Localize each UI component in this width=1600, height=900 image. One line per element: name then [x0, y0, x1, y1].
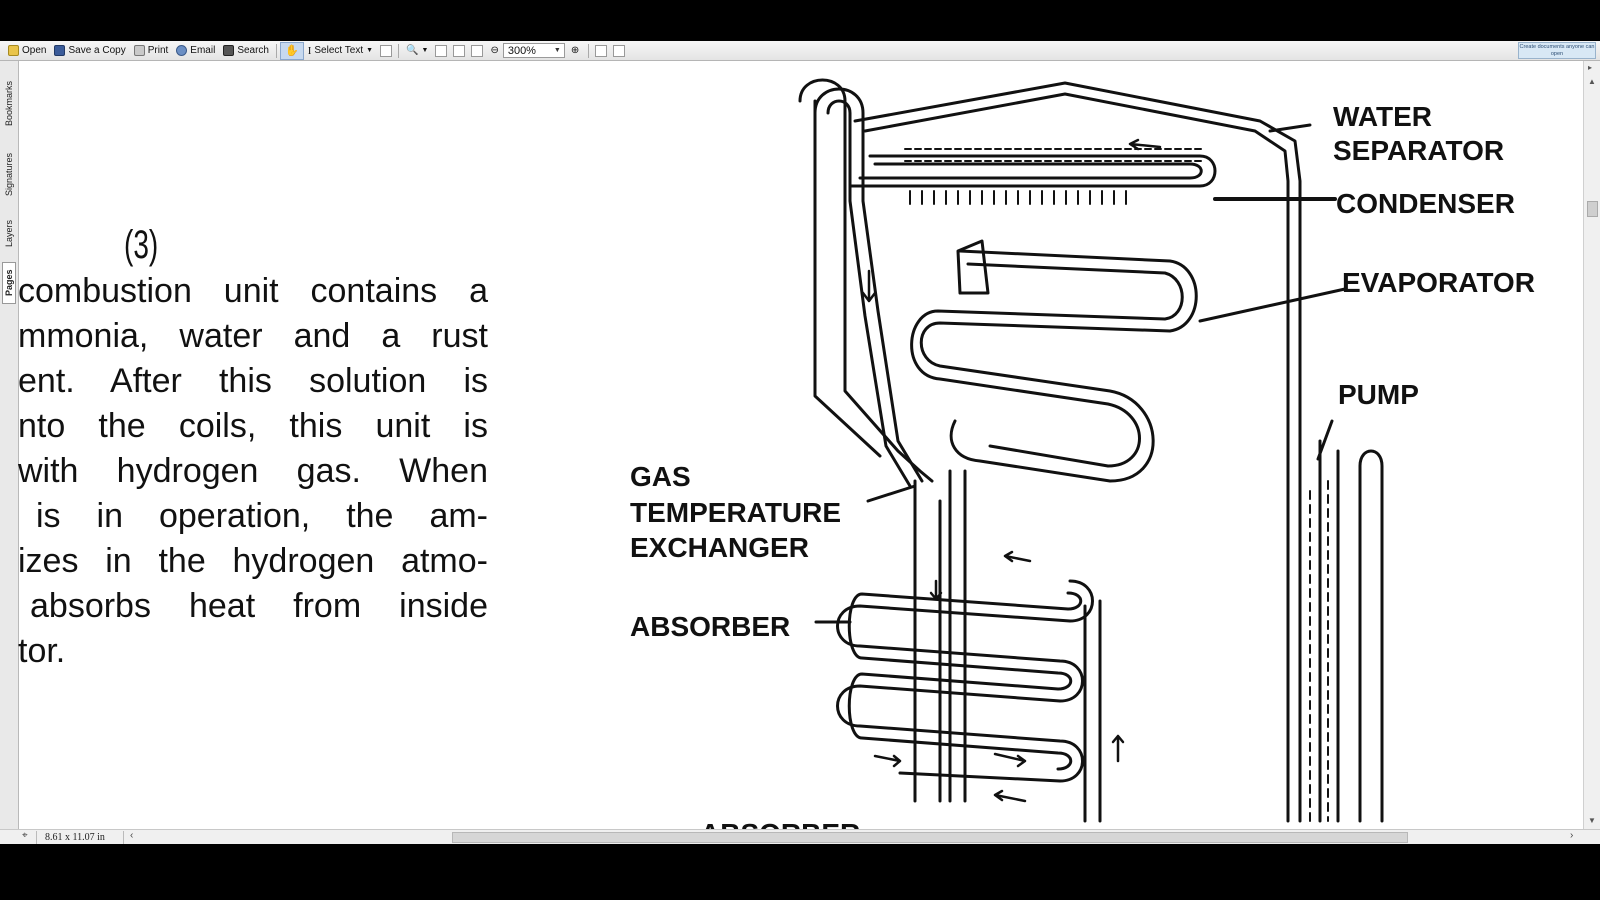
label-condenser: CONDENSER: [1336, 188, 1515, 219]
absorption-refrigerator-diagram: [20, 61, 1583, 829]
full-screen-icon[interactable]: [613, 45, 625, 57]
tab-bookmarks[interactable]: Bookmarks: [4, 80, 14, 126]
outer-frame-left: [800, 80, 932, 481]
folder-icon: [8, 45, 19, 56]
hand-tool-button[interactable]: [280, 42, 304, 60]
condenser-fins: [910, 191, 1126, 204]
toolbar-separator: [398, 44, 399, 58]
open-label: Open: [22, 45, 47, 56]
paragraph-line: izes in the hydrogen atmo-: [18, 542, 488, 580]
label-evaporator: EVAPORATOR: [1342, 267, 1535, 298]
zoom-level-field[interactable]: [503, 43, 565, 58]
zoom-level-value: 300%: [507, 44, 536, 57]
magnifier-icon: 🔍: [406, 45, 419, 56]
letterbox-top: [0, 0, 1600, 41]
status-bar: [0, 829, 1600, 844]
tab-signatures[interactable]: Signatures: [4, 152, 14, 196]
letterbox-bottom: [0, 844, 1600, 900]
zoom-in-icon[interactable]: ⊕: [570, 45, 580, 56]
vertical-scrollbar[interactable]: [1583, 61, 1600, 829]
evaporator-inlet: [958, 241, 988, 293]
label-water-separator: WATER: [1333, 101, 1433, 132]
label-gas-temperature-exchanger: GAS: [630, 461, 691, 492]
pin-icon[interactable]: ⌖: [22, 830, 28, 841]
label-water-separator: SEPARATOR: [1333, 135, 1505, 166]
label-absorber: ABSORBER: [630, 611, 791, 642]
select-text-label: Select Text: [314, 45, 364, 56]
paragraph-line: mmonia, water and a rust: [18, 317, 488, 355]
paragraph-line: is in operation, the am-: [36, 497, 488, 535]
print-button[interactable]: [130, 42, 173, 60]
scroll-right-arrow-icon[interactable]: ›: [1570, 830, 1574, 841]
scroll-right-arrow-icon[interactable]: ▸: [1588, 63, 1593, 72]
open-button[interactable]: [4, 42, 50, 60]
pdf-viewer-window: [0, 41, 1600, 844]
exchanger-pipe-mid: [950, 471, 965, 801]
label-gas-temperature-exchanger: EXCHANGER: [630, 532, 809, 563]
horizontal-scroll-thumb[interactable]: [452, 832, 1408, 843]
tab-layers[interactable]: Layers: [4, 219, 14, 247]
search-label: Search: [237, 45, 269, 56]
email-icon: [176, 45, 187, 56]
figure-number: (3): [124, 223, 159, 267]
flow-arrows: [863, 140, 1160, 801]
fit-page-icon[interactable]: [453, 45, 465, 57]
toolbar-separator: [588, 44, 589, 58]
evaporator-leader: [1200, 289, 1345, 321]
boiler-tube: [1360, 451, 1382, 821]
toolbar: [0, 41, 1600, 61]
save-copy-button[interactable]: [50, 42, 129, 60]
snapshot-icon[interactable]: [380, 45, 392, 57]
actual-size-icon[interactable]: [435, 45, 447, 57]
binoculars-icon: [223, 45, 234, 56]
paragraph-line: tor.: [18, 632, 66, 670]
save-copy-label: Save a Copy: [68, 45, 126, 56]
scroll-up-arrow-icon[interactable]: ▲: [1588, 77, 1596, 86]
email-button[interactable]: [172, 42, 219, 60]
toolbar-separator: [276, 44, 277, 58]
paragraph-line: nto the coils, this unit is: [18, 407, 488, 445]
page-size-readout: 8.61 x 11.07 in: [36, 831, 124, 844]
search-button[interactable]: [219, 42, 273, 60]
printer-icon: [134, 45, 145, 56]
chevron-down-icon[interactable]: ▼: [553, 47, 561, 54]
evaporator-coil: [921, 251, 1196, 481]
tab-pages[interactable]: Pages: [2, 262, 16, 304]
paragraph-line: combustion unit contains a: [18, 272, 488, 310]
scroll-left-arrow-icon[interactable]: ‹: [130, 830, 134, 841]
label-pump: PUMP: [1338, 379, 1419, 410]
gas-exchanger-leader: [868, 486, 915, 501]
document-page: [20, 61, 1583, 829]
print-label: Print: [147, 45, 169, 56]
vertical-scroll-thumb[interactable]: [1587, 201, 1598, 217]
paragraph-line: absorbs heat from inside: [30, 587, 488, 625]
zoom-out-icon[interactable]: ⊖: [490, 45, 499, 56]
paragraph-line: with hydrogen gas. When: [18, 452, 488, 490]
navigation-panel: [0, 61, 19, 829]
dropdown-arrow-icon: ▼: [366, 47, 374, 54]
dropdown-arrow-icon: ▼: [421, 47, 429, 54]
water-separator-leader: [1270, 125, 1310, 131]
email-label: Email: [190, 45, 216, 56]
hand-icon: ✋: [285, 45, 299, 57]
condenser-tube-inner: [860, 164, 1201, 178]
fit-width-icon[interactable]: [471, 45, 483, 57]
paragraph-line: ent. After this solution is: [18, 362, 488, 400]
absorber-vessel-right: [1085, 601, 1100, 821]
separator-top-line-inner: [865, 94, 1288, 821]
zoom-in-button[interactable]: [402, 42, 432, 60]
label-gas-temperature-exchanger: TEMPERATURE: [630, 497, 842, 528]
text-cursor-icon: I: [307, 44, 312, 57]
disk-icon: [54, 45, 65, 56]
rotate-view-icon[interactable]: [595, 45, 607, 57]
scroll-down-arrow-icon[interactable]: ▼: [1588, 816, 1596, 825]
create-documents-promo[interactable]: Create documents anyone can open: [1519, 44, 1595, 57]
select-text-button[interactable]: [304, 42, 377, 60]
